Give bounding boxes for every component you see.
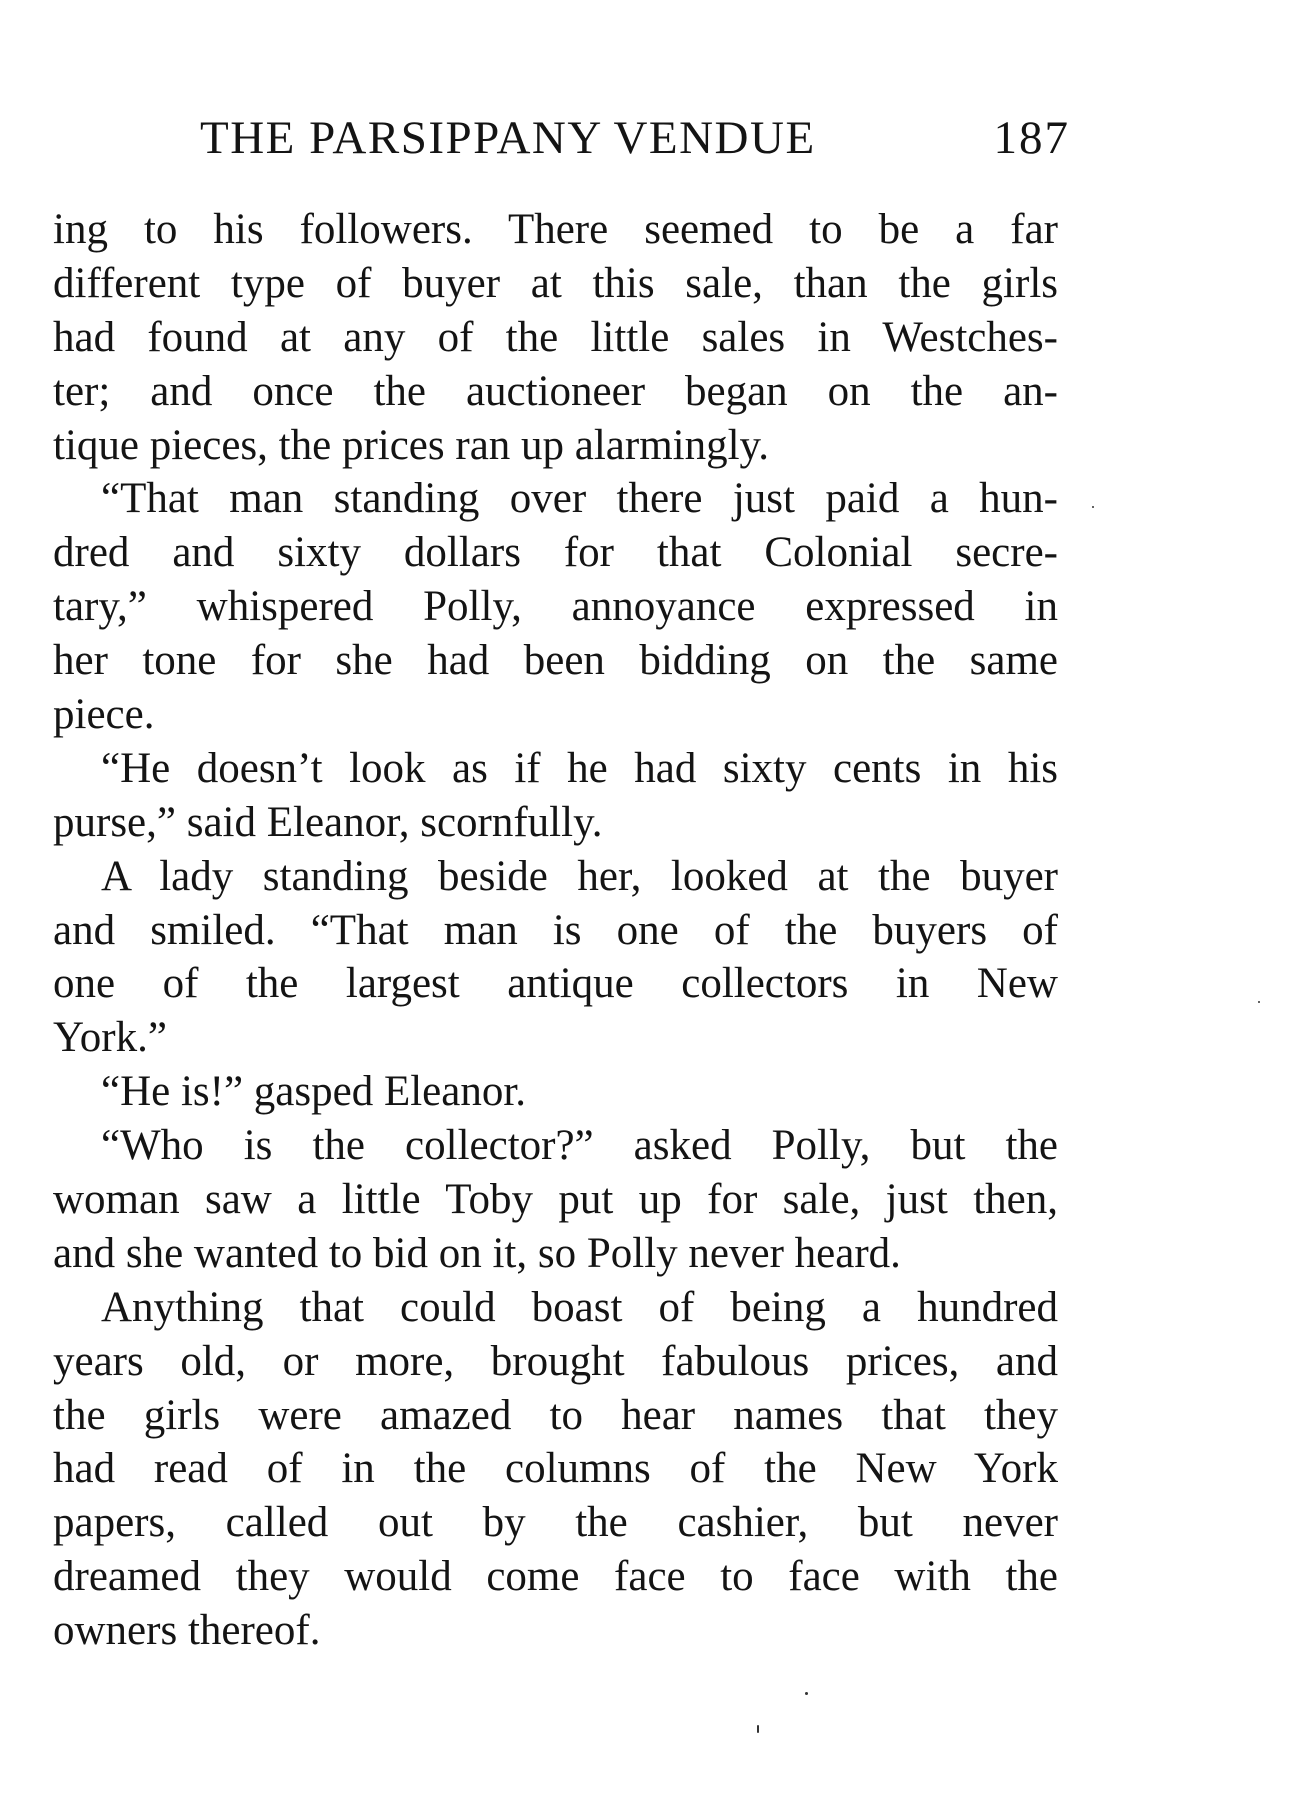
- text-line: ing to his followers. There seemed to be a far: [53, 206, 1058, 253]
- running-head: [200, 108, 1070, 168]
- text-line: “He doesn’t look as if he had sixty cents in his: [101, 744, 1058, 792]
- text-line: had found at any of the little sales in Westches-: [53, 313, 1058, 361]
- text-line: different type of buyer at this sale, than the girls: [53, 259, 1058, 307]
- scan-speck: [757, 1725, 759, 1733]
- text-line: years old, or more, brought fabulous prices, and: [53, 1337, 1058, 1385]
- paragraph: [53, 1281, 1058, 1658]
- text-line: dreamed they would come face to face with the: [53, 1553, 1058, 1601]
- paragraph: [53, 203, 1058, 472]
- text-line: piece.: [53, 691, 155, 739]
- text-line: “He is!” gasped Eleanor.: [101, 1068, 527, 1116]
- text-line: York.”: [53, 1014, 167, 1062]
- running-title: THE PARSIPPANY VENDUE: [200, 112, 816, 164]
- text-line: ter; and once the auctioneer began on the an-: [53, 367, 1058, 415]
- text-line: owners thereof.: [53, 1607, 321, 1655]
- page-number: 187: [993, 112, 1070, 164]
- text-line: one of the largest antique collectors in New: [53, 960, 1058, 1008]
- text-line: and smiled. “That man is one of the buyers of: [53, 906, 1058, 954]
- text-line: papers, called out by the cashier, but never: [53, 1499, 1058, 1547]
- paragraph: [53, 1065, 1058, 1119]
- text-line: purse,” said Eleanor, scornfully.: [53, 798, 603, 846]
- text-line: “Who is the collector?” asked Polly, but the: [101, 1122, 1058, 1170]
- scan-speck: [805, 1692, 808, 1695]
- paragraph: [53, 850, 1058, 1066]
- paragraph: [53, 742, 1058, 850]
- paragraph: [53, 472, 1058, 741]
- text-line: her tone for she had been bidding on the same: [53, 637, 1058, 685]
- text-line: had read of in the columns of the New York: [53, 1445, 1058, 1493]
- text-line: woman saw a little Toby put up for sale, just then,: [53, 1176, 1058, 1224]
- scan-speck: [1092, 506, 1094, 508]
- paragraph: [53, 1119, 1058, 1281]
- body-text: [53, 203, 1058, 1658]
- text-line: tary,” whispered Polly, annoyance expressed in: [53, 583, 1058, 631]
- text-line: dred and sixty dollars for that Colonial secre-: [53, 529, 1058, 577]
- scan-speck: [1258, 1001, 1260, 1003]
- text-line: tique pieces, the prices ran up alarmingly.: [53, 421, 770, 469]
- text-line: Anything that could boast of being a hundred: [101, 1283, 1058, 1331]
- text-line: the girls were amazed to hear names that they: [53, 1391, 1058, 1439]
- text-line: A lady standing beside her, looked at the buyer: [101, 852, 1058, 900]
- text-line: “That man standing over there just paid a hun-: [101, 475, 1058, 523]
- text-line: and she wanted to bid on it, so Polly never heard.: [53, 1229, 901, 1277]
